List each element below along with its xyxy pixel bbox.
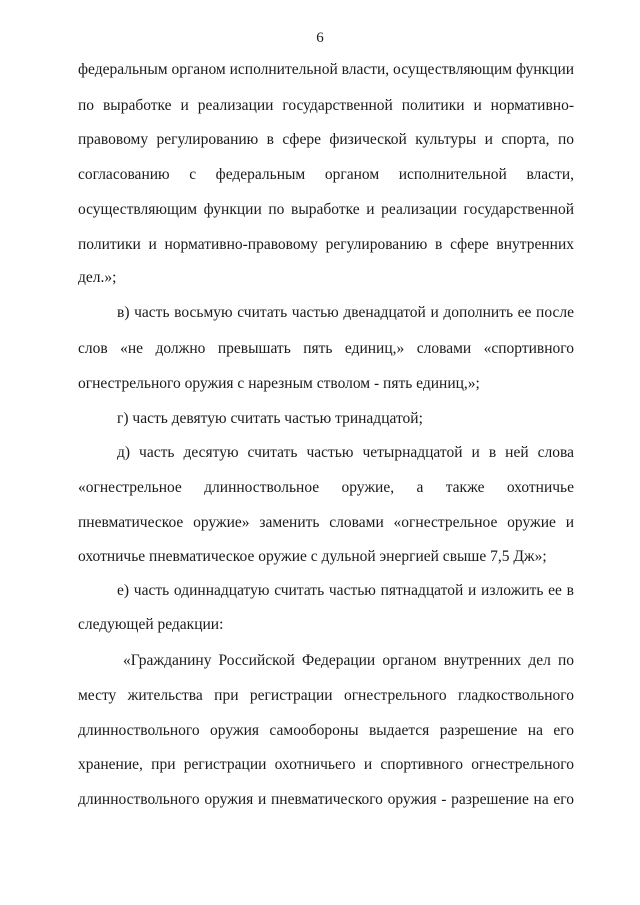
text-line: длинноствольного оружия и пневматического оружия - разрешение на его <box>78 791 574 808</box>
text-line: хранение, при регистрации охотничьего и спортивного огнестрельного <box>78 756 574 773</box>
text-line: федеральным органом исполнительной власти, осуществляющим функции <box>78 61 575 78</box>
text-line: в) часть восьмую считать частью двенадцатой и дополнить ее после <box>117 304 574 321</box>
text-line: д) часть десятую считать частью четырнадцатой и в ней слова <box>117 444 574 461</box>
text-line: политики и нормативно-правовому регулированию в сфере внутренних <box>78 236 574 253</box>
text-line: «огнестрельное длинноствольное оружие, а также охотничье <box>78 479 574 496</box>
page-number: 6 <box>316 30 324 46</box>
text-line: согласованию с федеральным органом исполнительной власти, <box>78 166 574 183</box>
text-line: по выработке и реализации государственной политики и нормативно- <box>78 97 574 114</box>
text-line: пневматическое оружие» заменить словами «огнестрельное оружие и <box>78 514 574 531</box>
text-line: следующей редакции: <box>78 616 224 633</box>
text-line: охотничье пневматическое оружие с дульной энергией свыше 7,5 Дж»; <box>78 548 547 565</box>
text-line: длинноствольного оружия самообороны выдается разрешение на его <box>78 722 574 739</box>
text-line: г) часть девятую считать частью тринадцатой; <box>117 410 423 427</box>
text-line: осуществляющим функции по выработке и реализации государственной <box>78 201 574 218</box>
text-line: е) часть одиннадцатую считать частью пятнадцатой и изложить ее в <box>117 582 574 599</box>
text-line: правовому регулированию в сфере физической культуры и спорта, по <box>78 131 574 148</box>
text-line: месту жительства при регистрации огнестрельного гладкоствольного <box>78 687 574 704</box>
text-line: «Гражданину Российской Федерации органом внутренних дел по <box>123 652 574 669</box>
text-line: слов «не должно превышать пять единиц,» словами «спортивного <box>78 340 574 357</box>
text-line: дел.»; <box>78 269 117 286</box>
text-line: огнестрельного оружия с нарезным стволом - пять единиц,»; <box>78 375 480 392</box>
